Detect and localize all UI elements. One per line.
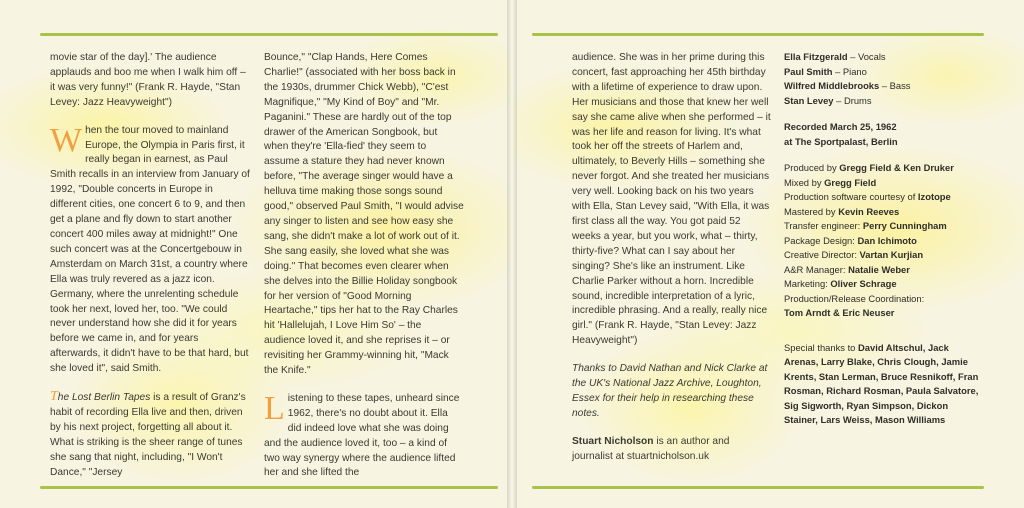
recording-info <box>784 120 984 149</box>
top-rule-right <box>532 33 984 36</box>
paragraph <box>50 121 250 377</box>
credit-line: Production software courtesy of Izotope <box>784 191 951 202</box>
personnel-line <box>784 94 984 109</box>
acknowledgement: Thanks to David Nathan and Nick Clarke at the UK's National Jazz Archive, Loughton, Essex for their help in researching these notes. <box>572 363 768 419</box>
recording-date: Recorded March 25, 1962 <box>784 121 897 132</box>
musician-name: Wilfred Middlebrooks <box>784 80 880 91</box>
paragraph-text: istening to these tapes, unheard since 1962, there's no doubt about it. Ella did indeed love what she was doing and the audience loved it, too – a kind of two way synergy where the audience lifted her and she lifted the <box>264 392 460 479</box>
drop-cap: T <box>50 389 58 405</box>
paragraph <box>264 389 464 481</box>
personnel-line <box>784 50 984 65</box>
drop-cap: W <box>50 121 83 159</box>
author-bio <box>572 435 772 465</box>
credit-line: Creative Director: Vartan Kurjian <box>784 249 924 260</box>
left-text-column-2 <box>264 51 464 494</box>
bottom-rule-right <box>532 486 984 489</box>
author-name: Stuart Nicholson <box>572 435 654 447</box>
credit-line: Tom Arndt & Eric Neuser <box>784 307 895 318</box>
paragraph: Bounce," "Clap Hands, Here Comes Charlie!" (associated with her boss back in the 1930s, drummer Chick Webb), "C'est Magnifique," "My Kind of Boy" and "Mr. Paganini." These are hardly out of the top drawer of the American Songbook, but when they're 'Ella-fied' they seem to assume a stature they had never known before, "The average singer would have a helluva time making those songs sound good," observed Paul Smith, "I would advise any singer to listen and see how easy she sang, she didn't make a lot of work out of it. She sang easily, she loved what she was doing." That becomes even clearer when she delves into the Billie Holiday songbook for her version of "Good Morning Heartache," tips her hat to the Ray Charles hit 'Hallelujah, I Love Him So' – the audience loved it, and she reprises it – or revisiting her Grammy-winning hit, "Mack the Knife." <box>264 52 464 377</box>
special-thanks <box>784 341 984 428</box>
musician-name: Ella Fitzgerald <box>784 51 848 62</box>
credit-line: Mixed by Gregg Field <box>784 176 877 188</box>
paragraph: audience. She was in her prime during this concert, fast approaching her 45th birthday with a lifetime of experience to draw upon. Her musicians and those that knew her well say she came alive when she performed – it was her life and reason for living. It's what took her off the streets of Harlem and, ultimately, to Beverly Hills – something she never forgot. And she treated her musicians very well. Looking back on his two years with Ella, Stan Levey said, "With Ella, it was first class all the way. You got paid 52 weeks a year, but you work, what – thirty, thirty-five? What can I say about her singing? She's like an instrument. Like Charlie Parker without a horn. Incredible sound, incredible interpretation of a lyric, incredible phrasing. And a really, really nice girl." (Frank R. Hayde, "Stan Levey: Jazz Heavyweight") <box>572 52 771 347</box>
recording-venue: at The Sportpalast, Berlin <box>784 135 898 147</box>
top-rule-left <box>40 33 498 36</box>
drop-cap: L <box>264 389 285 427</box>
credit-line: Marketing: Oliver Schrage <box>784 278 897 289</box>
right-text-column <box>572 51 772 478</box>
musician-role: – Piano <box>832 65 867 77</box>
musician-role: – Drums <box>833 94 872 106</box>
musician-name: Paul Smith <box>784 65 833 77</box>
credit-line: Produced by Gregg Field & Ken Druker <box>784 162 954 173</box>
credit-line: Production/Release Coordination: <box>784 292 925 304</box>
booklet-spine <box>507 0 517 508</box>
paragraph: movie star of the day].' The audience applauds and boo me when I walk him off – it was very funny!" (Frank R. Hayde, "Stan Levey: Jazz Heavyweight") <box>50 52 246 108</box>
personnel-list <box>784 50 984 108</box>
thanks-label: Special thanks to <box>784 341 859 353</box>
credit-line: Transfer engineer: Perry Cunningham <box>784 220 947 231</box>
left-text-column-1 <box>50 51 250 493</box>
musician-role: – Bass <box>879 80 911 91</box>
production-credits <box>784 161 984 321</box>
musician-role: – Vocals <box>847 51 886 62</box>
paragraph-text: hen the tour moved to mainland Europe, the Olympia in Paris first, it really began in earnest, as Paul Smith recalls in an interview from January of 1992, "Double concerts in Europe in different cities, one concert 6 to 9, and then get a plane and fly down to start another concert 400 miles away at midnight!" One such concert was at the Concertgebouw in Amsterdam on March 31st, a country where Ella was truly revered as a jazz icon. Germany, where the unrelenting schedule took her next, loved her, too. "We could never understand how she did it for years before we came in, and for years afterwards, it didn't have to be that hard, but she loved it", said Smith. <box>50 124 250 375</box>
credit-line: Package Design: Dan Ichimoto <box>784 234 917 246</box>
credit-line: Mastered by Kevin Reeves <box>784 205 900 217</box>
credit-line: A&R Manager: Natalie Weber <box>784 263 910 275</box>
musician-name: Stan Levey <box>784 94 834 106</box>
author-bio-text: is an author and journalist at stuartnicholson.uk <box>572 435 730 462</box>
paragraph <box>50 390 250 480</box>
personnel-line <box>784 79 984 94</box>
album-title: he Lost Berlin Tapes <box>57 392 151 404</box>
credits-block <box>784 50 984 440</box>
paragraph-text: is a result of Granz's habit of recording Ella live and then, driven by his next project, forgetting all about it. What is striking is the sheer range of tunes she sang that night, including, "I Won't Dance," "Jersey <box>50 392 246 478</box>
personnel-line <box>784 65 984 80</box>
thanks-names: David Altschul, Jack Arenas, Larry Blake, Chris Clough, Jamie Krents, Stan Lerman, Bruce Resnikoff, Fran Rosman, Richard Rosman, Paula Salvatore, Sig Sigworth, Ryan Simpson, Dickon Stainer, Lars Weiss, Mason Williams <box>784 341 979 425</box>
